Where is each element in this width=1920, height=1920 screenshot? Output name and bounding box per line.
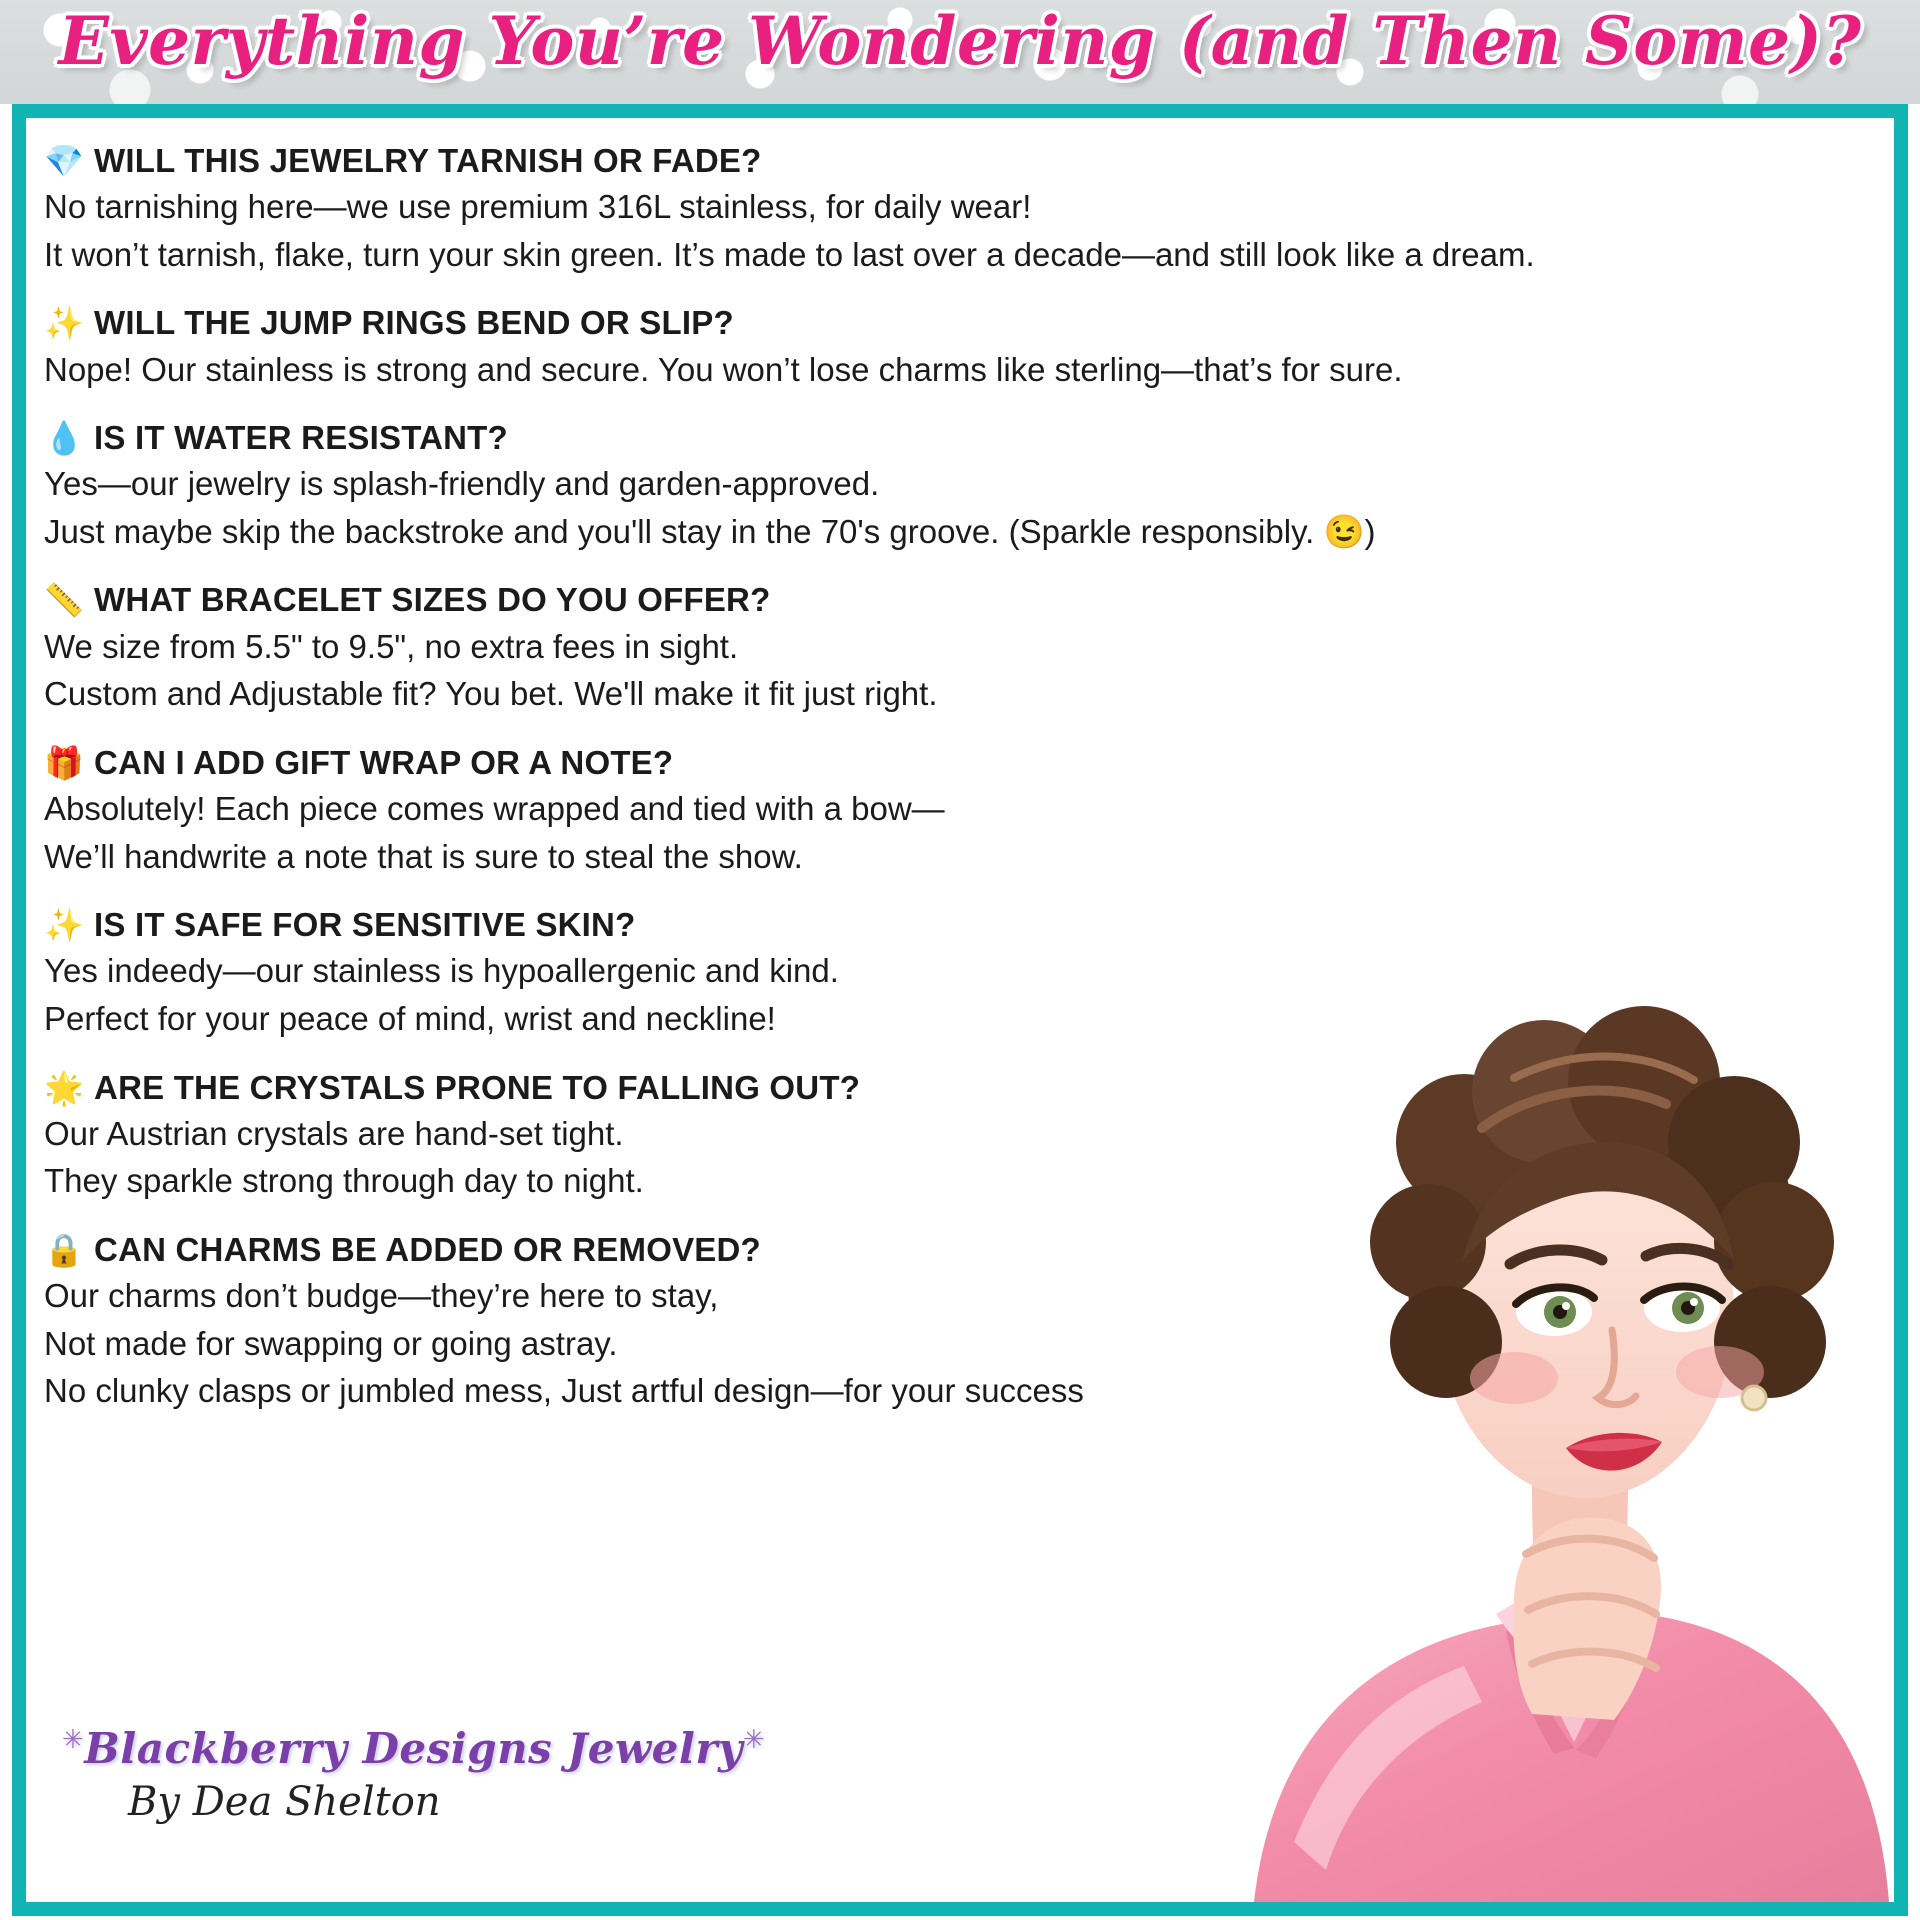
header-banner xyxy=(0,0,1920,104)
faq-question-text: IS IT SAFE FOR SENSITIVE SKIN? xyxy=(94,906,636,944)
logo-brand-name xyxy=(62,1724,766,1773)
faq-question xyxy=(44,904,1884,945)
faq-answer-line: We size from 5.5" to 9.5", no extra fees in sight. xyxy=(44,627,739,665)
faq-question-text: ARE THE CRYSTALS PRONE TO FALLING OUT? xyxy=(94,1068,861,1106)
faq-answer-line: Nope! Our stainless is strong and secure. You won’t lose charms like sterling—that’s for sure. xyxy=(44,350,1403,388)
sparkle-icon: ✳ xyxy=(742,1725,766,1755)
sparkles-icon: ✨ xyxy=(44,906,85,945)
faq-item xyxy=(44,302,1884,391)
faq-question-text: WILL THIS JEWELRY TARNISH OR FADE? xyxy=(94,142,762,179)
faq-question-text: CAN CHARMS BE ADDED OR REMOVED? xyxy=(94,1230,761,1268)
faq-answer-line: It won’t tarnish, flake, turn your skin green. It’s made to last over a decade—and still look like a dream. xyxy=(44,235,1535,273)
faq-answer-line: No tarnishing here—we use premium 316L stainless, for daily wear! xyxy=(44,188,1032,226)
faq-answer-line: We’ll handwrite a note that is sure to steal the show. xyxy=(44,837,803,875)
faq-answer-line: Yes—our jewelry is splash-friendly and garden-approved. xyxy=(44,465,880,503)
faq-question xyxy=(44,302,1884,343)
faq-answer-line: Our charms don’t budge—they’re here to stay, xyxy=(44,1277,719,1315)
faq-item xyxy=(44,417,1884,553)
lock-icon: 🔒 xyxy=(44,1230,85,1269)
faq-list xyxy=(44,140,1884,1439)
faq-item xyxy=(44,1229,1884,1413)
faq-item xyxy=(44,1067,1884,1203)
faq-answer-line: They sparkle strong through day to night. xyxy=(44,1162,644,1200)
star-burst-icon: 🌟 xyxy=(44,1068,85,1107)
faq-question xyxy=(44,1229,1884,1270)
faq-question xyxy=(44,742,1884,783)
faq-question xyxy=(44,140,1884,181)
faq-question xyxy=(44,1067,1884,1108)
faq-answer-line: No clunky clasps or jumbled mess, Just artful design—for your success xyxy=(44,1372,1084,1410)
page-title: Everything You’re Wondering (and Then Some)? xyxy=(58,2,1862,80)
gem-icon: 💎 xyxy=(44,142,85,180)
faq-question xyxy=(44,579,1884,620)
sparkle-icon: ✳ xyxy=(62,1725,85,1755)
faq-answer-line: Absolutely! Each piece comes wrapped and tied with a bow— xyxy=(44,790,945,828)
faq-item xyxy=(44,140,1884,276)
faq-answer-line: Not made for swapping or going astray. xyxy=(44,1324,618,1362)
content-card xyxy=(26,118,1894,1902)
teal-frame xyxy=(12,104,1908,1916)
logo-byline: By Dea Shelton xyxy=(128,1779,441,1825)
faq-question-text: CAN I ADD GIFT WRAP OR A NOTE? xyxy=(94,743,674,781)
faq-question-text: WILL THE JUMP RINGS BEND OR SLIP? xyxy=(94,304,734,342)
faq-item xyxy=(44,742,1884,878)
gift-icon: 🎁 xyxy=(44,743,85,782)
faq-answer-line: Perfect for your peace of mind, wrist and neckline! xyxy=(44,999,776,1037)
faq-question-text: IS IT WATER RESISTANT? xyxy=(94,419,508,457)
water-drop-icon: 💧 xyxy=(44,419,85,458)
faq-question-text: WHAT BRACELET SIZES DO YOU OFFER? xyxy=(94,581,771,619)
logo-brand-text: Blackberry Designs Jewelry xyxy=(84,1724,743,1773)
ruler-icon: 📏 xyxy=(44,581,85,620)
brand-logo xyxy=(62,1724,766,1874)
faq-answer-line: Custom and Adjustable fit? You bet. We'll make it fit just right. xyxy=(44,675,938,713)
sparkles-icon: ✨ xyxy=(44,304,85,343)
faq-item xyxy=(44,579,1884,715)
faq-answer-line: Our Austrian crystals are hand-set tight. xyxy=(44,1114,624,1152)
faq-item xyxy=(44,904,1884,1040)
faq-answer-line: Yes indeedy—our stainless is hypoallergenic and kind. xyxy=(44,952,839,990)
faq-answer-line: Just maybe skip the backstroke and you'll stay in the 70's groove. (Sparkle responsibly. 😉) xyxy=(44,512,1376,550)
faq-question xyxy=(44,417,1884,458)
